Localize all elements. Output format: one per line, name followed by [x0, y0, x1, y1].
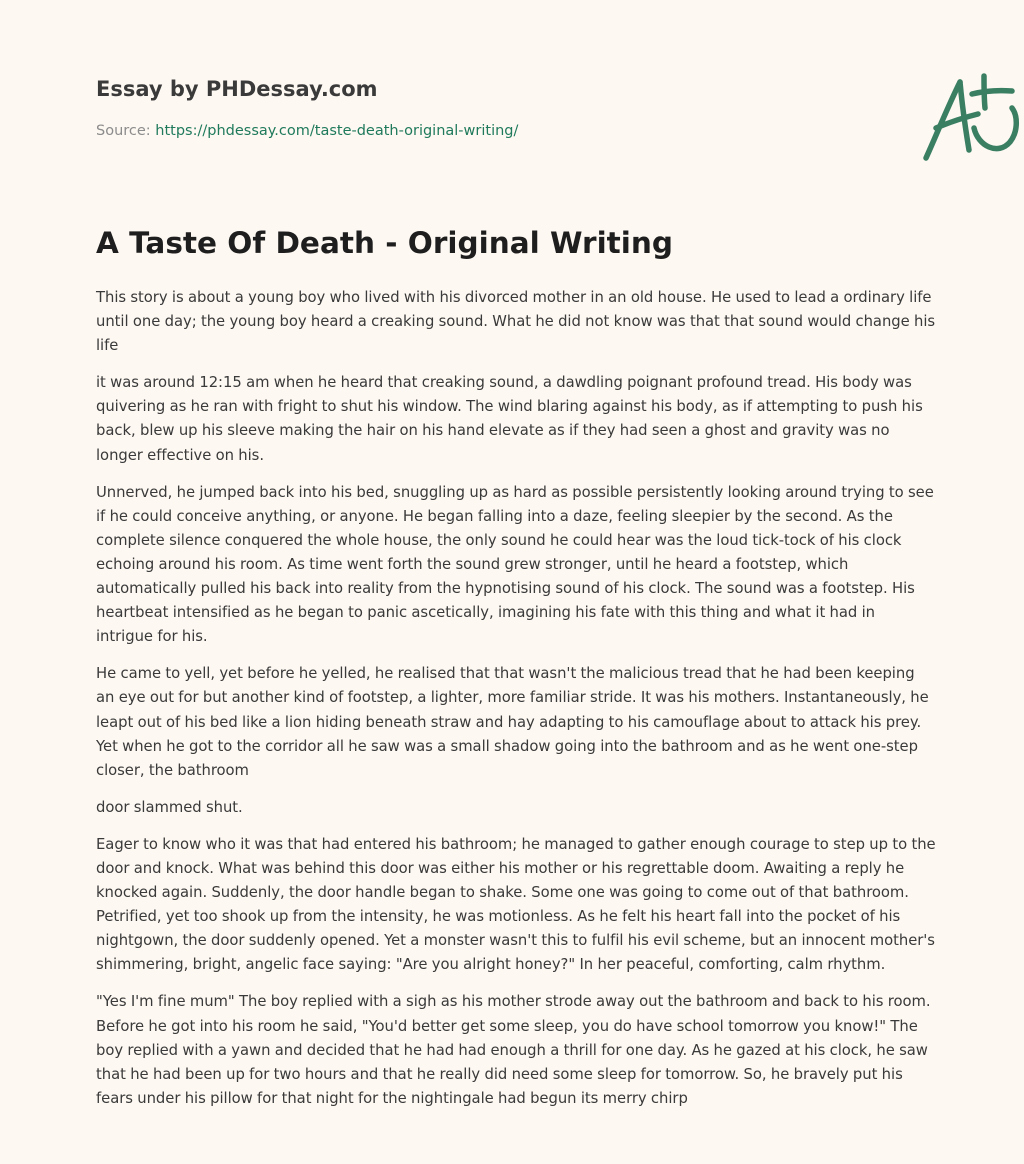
source-link[interactable]: https://phdessay.com/taste-death-original-writing/ [155, 123, 519, 139]
page-title: A Taste Of Death - Original Writing [96, 226, 674, 260]
paragraph: This story is about a young boy who lived with his divorced mother in an old house. He used to lead a ordinary life until one day; the young boy heard a creaking sound. What he did not know was that that sound would change his life [96, 289, 936, 355]
paragraph: Eager to know who it was that had entered his bathroom; he managed to gather enough courage to step up to the door and knock. What was behind this door was either his mother or his regrettable doom. Awaiting a reply he knocked again. Suddenly, the door handle began to shake. Some one was going to come out of that bathroom. Petrified, yet too shook up from the intensity, he was motionless. As he felt his heart fall into the pocket of his nightgown, the door suddenly opened. Yet a monster wasn't this to fulfil his evil scheme, but an innocent mother's shimmering, bright, angelic face saying: "Are you alright honey?" In her peaceful, comforting, calm rhythm. [96, 835, 936, 974]
source-label: Source: [96, 123, 156, 139]
source-line [96, 123, 518, 139]
paragraph: Unnerved, he jumped back into his bed, snuggling up as hard as possible persistently looking around trying to see if he could conceive anything, or anyone. He began falling into a daze, feeling sleepier by the second. As the complete silence conquered the whole house, the only sound he could hear was the loud tick-tock of his clock echoing around his room. As time went forth the sound grew stronger, until he heard a footstep, which automatically pulled his back into reality from the hypnotising sound of his clock. The sound was a footstep. His heartbeat intensified as he began to panic ascetically, imagining his fate with this thing and what it had in intrigue for his. [96, 483, 934, 646]
paragraph: He came to yell, yet before he yelled, he realised that that wasn't the malicious tread that he had been keeping an eye out for but another kind of footstep, a lighter, more familiar stride. It was his mothers. Instantaneously, he leapt out of his bed like a lion hiding beneath straw and hay adapting to his camouflage about to attack his prey. Yet when he got to the corridor all he saw was a small shadow going into the bathroom and as he went one-step closer, the bathroom [96, 665, 929, 779]
paragraph: "Yes I'm fine mum" The boy replied with a sigh as his mother strode away out the bathroom and back to his room. Before he got into his room he said, "You'd better get some sleep, you do have school tomorrow you know!" The boy replied with a yawn and decided that he had had enough a thrill for one day. As he gazed at his clock, he saw that he had been up for two hours and that he really did need some sleep for tomorrow. So, he bravely put his fears under his pillow for that night for the nightingale had begun its merry chirp [96, 993, 931, 1107]
brand-title: Essay by PHDessay.com [96, 77, 378, 101]
a-plus-logo-icon [918, 70, 1022, 166]
paragraph: door slammed shut. [96, 798, 243, 816]
article-body [96, 286, 936, 1124]
paragraph: it was around 12:15 am when he heard that creaking sound, a dawdling poignant profound tread. His body was quivering as he ran with fright to shut his window. The wind blaring against his body, as if attempting to push his back, blew up his sleeve making the hair on his hand elevate as if they had seen a ghost and gravity was no longer effective on his. [96, 374, 923, 464]
